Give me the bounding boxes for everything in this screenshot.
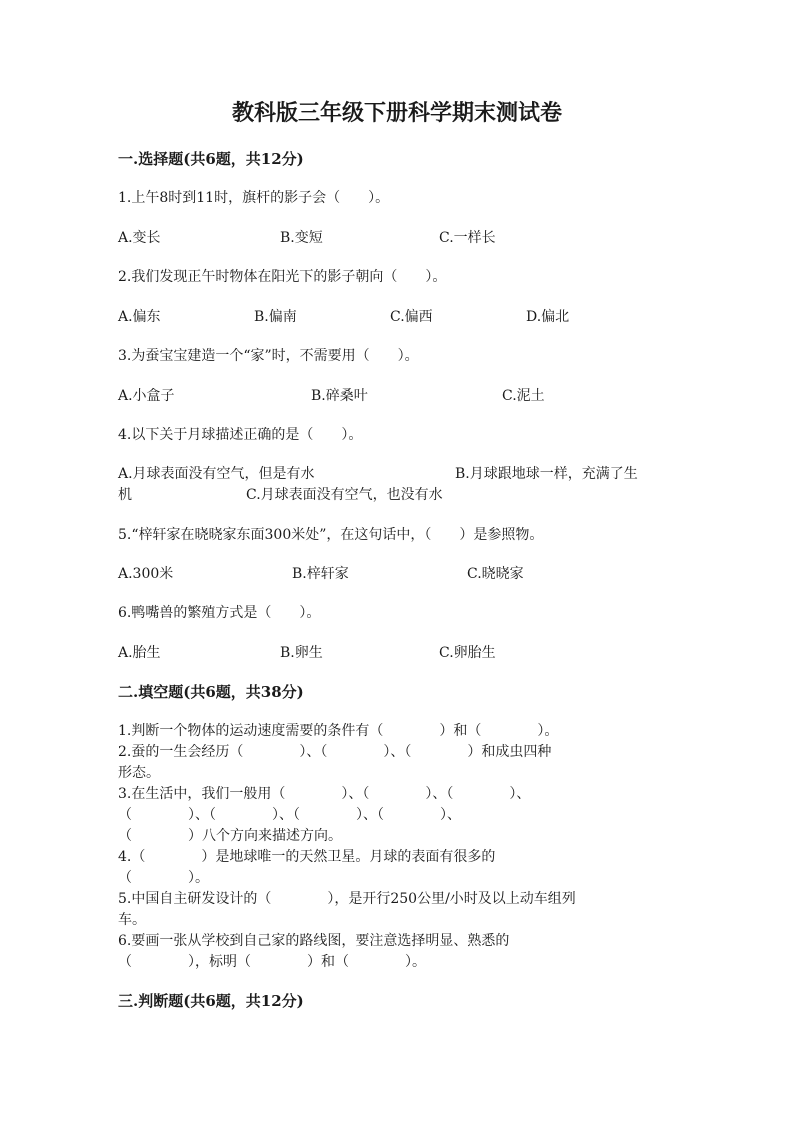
option: D.偏北 xyxy=(526,309,570,325)
option: A.胎生 xyxy=(118,645,161,661)
option: C.一样长 xyxy=(439,230,496,246)
fill-line: 1.判断一个物体的运动速度需要的条件有（ ）和（ ）。 xyxy=(118,723,559,739)
option: A.变长 xyxy=(118,230,161,246)
option: A.300米 xyxy=(118,566,174,582)
option: C.卵胎生 xyxy=(439,645,496,661)
question-stem: 5.“梓轩家在晓晓家东面300米处”，在这句话中，（ ）是参照物。 xyxy=(118,527,544,543)
fill-line: 3.在生活中，我们一般用（ ）、（ ）、（ ）、 xyxy=(118,786,531,802)
option-continuation: 机 xyxy=(118,487,132,503)
option: A.小盒子 xyxy=(118,388,175,404)
option: B.碎桑叶 xyxy=(311,388,368,404)
question-stem: 1.上午8时到11时，旗杆的影子会（ ）。 xyxy=(118,190,390,206)
question-stem: 2.我们发现正午时物体在阳光下的影子朝向（ ）。 xyxy=(118,269,447,285)
fill-line: （ ）。 xyxy=(118,870,209,886)
option: C.晓晓家 xyxy=(467,566,524,582)
fill-line: 5.中国自主研发设计的（ ），是开行250公里/小时及以上动车组列 xyxy=(118,891,576,907)
fill-line: 6.要画一张从学校到自己家的路线图，要注意选择明显、熟悉的 xyxy=(118,933,510,949)
question-stem: 6.鸭嘴兽的繁殖方式是（ ）。 xyxy=(118,605,321,621)
option: B.变短 xyxy=(280,230,323,246)
option: A.月球表面没有空气，但是有水 xyxy=(118,466,315,482)
option: A.偏东 xyxy=(118,309,161,325)
option: B.偏南 xyxy=(254,309,297,325)
section-heading-judge: 三.判断题(共6题，共12分) xyxy=(118,992,304,1010)
option: C.泥土 xyxy=(502,388,545,404)
fill-line: 形态。 xyxy=(118,765,160,781)
fill-line: （ ）、（ ）、（ ）、（ ）、 xyxy=(118,807,461,823)
fill-line: （ ），标明（ ）和（ ）。 xyxy=(118,954,426,970)
section-heading-choice: 一.选择题(共6题，共12分) xyxy=(118,150,304,168)
option: B.卵生 xyxy=(280,645,323,661)
page-title: 教科版三年级下册科学期末测试卷 xyxy=(231,100,562,126)
fill-line: （ ）八个方向来描述方向。 xyxy=(118,828,342,844)
option: B.梓轩家 xyxy=(292,566,349,582)
fill-line: 2.蚕的一生会经历（ ）、（ ）、（ ）和成虫四种 xyxy=(118,744,552,760)
option: B.月球跟地球一样，充满了生 xyxy=(455,466,638,482)
question-stem: 3.为蚕宝宝建造一个“家”时，不需要用（ ）。 xyxy=(118,348,419,364)
option: C.月球表面没有空气，也没有水 xyxy=(246,487,443,503)
section-heading-fill: 二.填空题(共6题，共38分) xyxy=(118,683,304,701)
question-stem: 4.以下关于月球描述正确的是（ ）。 xyxy=(118,427,363,443)
fill-line: 4.（ ）是地球唯一的天然卫星。月球的表面有很多的 xyxy=(118,849,496,865)
fill-line: 车。 xyxy=(118,912,146,928)
option: C.偏西 xyxy=(390,309,433,325)
